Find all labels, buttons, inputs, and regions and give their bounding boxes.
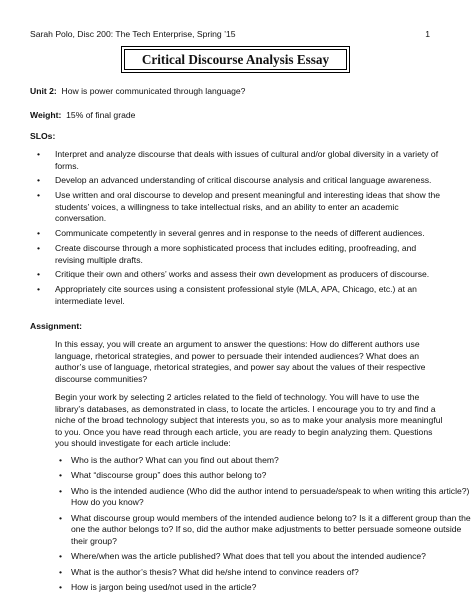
list-item: • How is jargon being used/not used in the article? [59, 582, 257, 593]
unit-label: Unit 2: [30, 86, 57, 96]
bullet-icon: • [59, 582, 63, 593]
assignment-paragraph-1: In this essay, you will create an argument to answer the questions: How do different authors use language, rhetorical strategies, and power to persuade their intended audiences? What does an author’s use of language, rhetorical strategies, and power say about the values of their respective discourse communities? [55, 339, 426, 384]
slos-heading: SLOs: [30, 131, 56, 141]
assignment-paragraph-2: Begin your work by selecting 2 articles related to the field of technology. You will have to use the library’s databases, as demonstrated in class, to locate the articles. I encourage you to try and find a niche of the broad technology subject that interests you, so as to make your analysis more meaningful to you. Once you have read through each article, you are ready to begin analyzing them. Questions you should investigate for each article include: [55, 392, 443, 449]
bullet-icon: • [37, 175, 41, 186]
list-item: • What discourse group would members of the intended audience belong to? Is it a different group than the one the author belongs to? If so, did the author make adjustments to better persuade someone outside their group? [59, 512, 471, 546]
list-item: • Where/when was the article published? What does that tell you about the intended audience? [59, 551, 426, 562]
bullet-icon: • [37, 228, 41, 239]
bullet-icon: • [59, 455, 63, 465]
list-item: • What is the author’s thesis? What did he/she intend to convince readers of? [59, 566, 359, 577]
assignment-heading: Assignment: [30, 321, 83, 331]
weight-value: 15% of final grade [66, 110, 136, 120]
list-item: • Communicate competently in several genres and in response to the needs of different audiences. [37, 228, 425, 239]
list-item: • Who is the intended audience (Who did the author intend to persuade/speak to when writing this article?) How do you know? [59, 485, 470, 508]
bullet-icon: • [59, 470, 63, 481]
bullet-icon: • [59, 485, 63, 496]
unit-line [30, 86, 245, 96]
bullet-icon: • [37, 242, 41, 253]
title-box [121, 46, 350, 73]
slo-list [30, 149, 445, 310]
question-list [30, 455, 474, 598]
page-number: 1 [425, 29, 430, 39]
weight-line [30, 110, 135, 120]
list-item: • Interpret and analyze discourse that deals with issues of cultural and/or global diversity in a variety of forms. [37, 149, 439, 171]
bullet-icon: • [59, 566, 63, 577]
bullet-icon: • [37, 269, 41, 280]
document-title: Critical Discourse Analysis Essay [141, 52, 330, 67]
list-item: • Use written and oral discourse to develop and present meaningful and interesting ideas that show the students’ voices, a willingness to take intellectual risks, and an ability to enter an academic conversation. [37, 190, 441, 224]
bullet-icon: • [37, 284, 41, 295]
bullet-icon: • [37, 190, 41, 201]
list-item: • Who is the author? What can you find out about them? [59, 455, 279, 465]
list-item: • Appropriately cite sources using a consistent professional style (MLA, APA, Chicago, etc.) at an intermediate level. [37, 284, 417, 306]
bullet-icon: • [37, 149, 41, 159]
bullet-icon: • [59, 551, 63, 562]
header-course-info: Sarah Polo, Disc 200: The Tech Enterprise, Spring ’15 [30, 29, 236, 39]
page-header [30, 29, 430, 39]
list-item: • Develop an advanced understanding of critical discourse analysis and critical language awareness. [37, 175, 432, 186]
list-item: • Create discourse through a more sophisticated process that includes editing, proofreading, and revising multiple drafts. [37, 242, 417, 265]
bullet-icon: • [59, 512, 63, 523]
list-item: • Critique their own and others’ works and assess their own development as producers of discourse. [37, 269, 430, 280]
weight-label: Weight: [30, 110, 62, 120]
list-item: • What “discourse group” does this author belong to? [59, 470, 267, 481]
unit-question: How is power communicated through language? [61, 86, 246, 96]
